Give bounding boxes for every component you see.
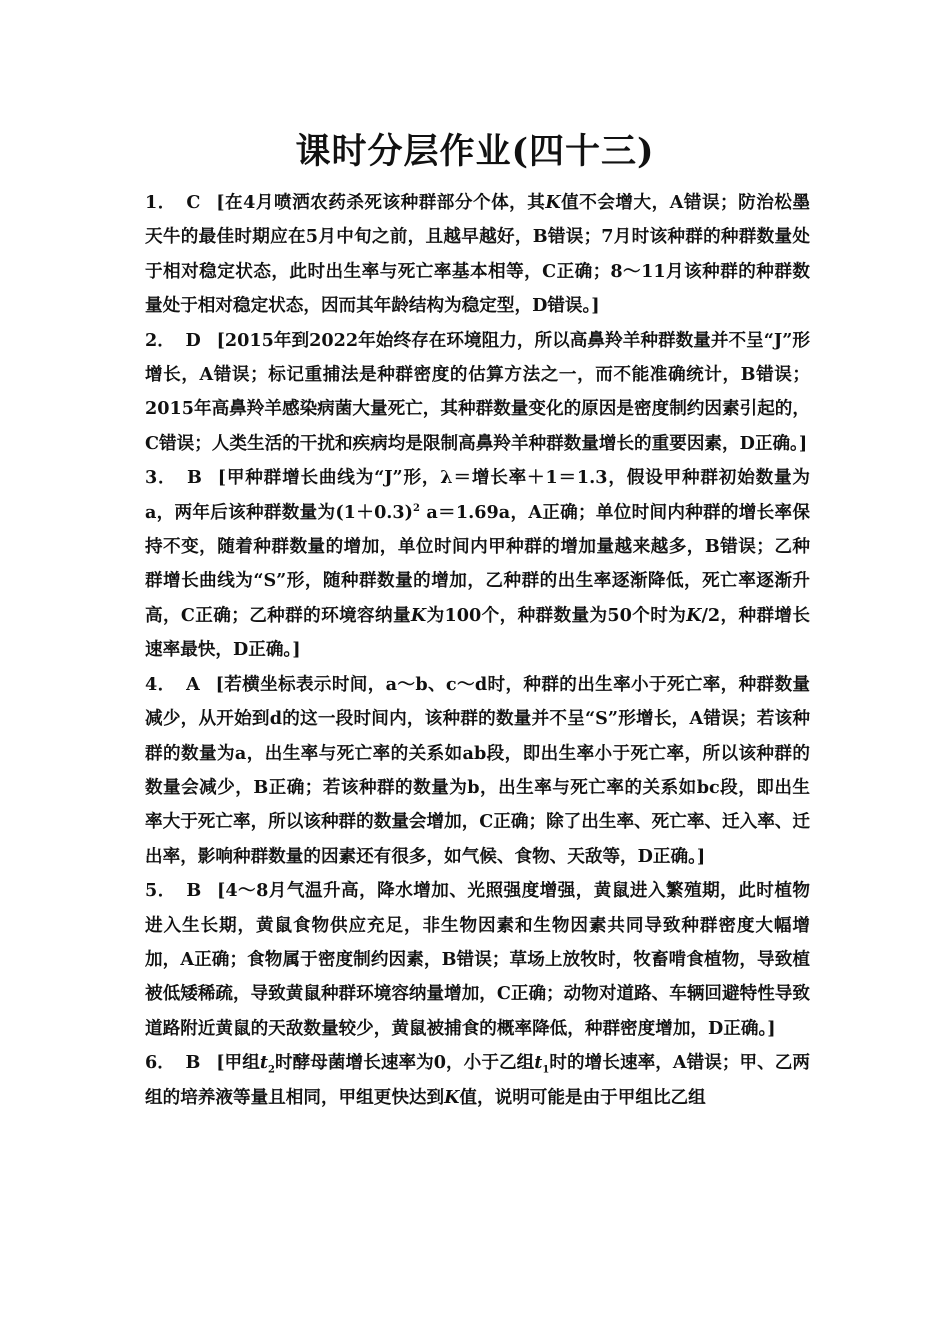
answer-text: 为100个，种群数量为50个时为 [426, 604, 687, 626]
page-title: 课时分层作业(四十三) [295, 131, 655, 172]
answer-text: 2 [267, 1064, 275, 1076]
answer-item [145, 874, 810, 1046]
answer-text: 2 [413, 502, 420, 514]
answer-choice: B [186, 880, 202, 902]
answer-text: K [410, 604, 427, 626]
answer-text: K [545, 192, 561, 213]
answer-text: 时酵母菌增长速率为0，小于乙组 [274, 1052, 535, 1074]
answer-number: 3． [145, 467, 177, 489]
answer-item [145, 668, 810, 874]
answer-text: K [444, 1086, 460, 1108]
answer-choice: B [187, 467, 202, 489]
answer-text: [甲种群增长曲线为“J”形，λ＝增长率＋1＝1.3，假设甲种群初始数量为 a，两年后该种群数量为(1＋0.3) [145, 467, 811, 523]
answer-text: [若横坐标表示时间，a～b、c～d时，种群的出生率小于死亡率，种群数量减少，从开始到d的这一段时间内，该种群的数量并不呈“S”形增长，A错误；若该种群的数量为a，出生率与死亡率的关系如ab段，即出生率小于死亡率，所以该种群的数量会减少，B正确；若该种群的数量为b，出生率与死亡率的关系如bc段，即出生率大于死亡率，所以该种群的数量会增加，C正确；除了出生率、死亡率、迁入率、迁出率，影响种群数量的因素还有很多，如气候、食物、天敌等，D正确。] [145, 673, 811, 867]
answer-item [145, 186, 810, 324]
answer-item [145, 324, 810, 462]
answer-number: 6． [145, 1052, 175, 1074]
answer-text: t [259, 1052, 268, 1074]
answer-choice: A [186, 673, 200, 695]
answer-text: 值，说明可能是由于甲组比乙组 [459, 1086, 706, 1108]
answer-choice: B [185, 1052, 201, 1074]
answer-text: [4～8月气温升高，降水增加、光照强度增强，黄鼠进入繁殖期，此时植物进入生长期，黄鼠食物供应充足，非生物因素和生物因素共同导致种群密度大幅增加，A正确；食物属于密度制约因素，B错误；草场上放牧时，牧畜啃食植物，导致植被低矮稀疏，导致黄鼠种群环境容纳量增加，C正确；动物对道路、车辆回避特性导致道路附近黄鼠的天敌数量较少，黄鼠被捕食的概率降低，种群密度增加，D正确。] [145, 880, 810, 1039]
answer-text: /2，种群增长速率最快，D正确。] [145, 604, 810, 661]
answer-text: 时的增长速率，A错误；甲、乙两组的培养液等量且相同，甲组更快达到 [145, 1052, 811, 1108]
answer-text: 值不会增大，A错误；防治松墨天牛的最佳时期应在5月中旬之前，且越早越好，B错误；7月时该种群的种群数量处于相对稳定状态，此时出生率与死亡率基本相等，C正确；8～11月该种群的种群数量处于相对稳定状态，因而其年龄结构为稳定型，D错误。] [145, 192, 810, 317]
answer-text: 1 [542, 1064, 550, 1076]
answer-number: 5． [145, 880, 176, 902]
answer-text: [2015年到2022年始终存在环境阻力，所以高鼻羚羊种群数量并不呈“J”形增长，A错误；标记重捕法是种群密度的估算方法之一，而不能准确统计，B错误；2015年高鼻羚羊感染病菌大量死亡，其种群数量变化的原因是密度制约因素引起的，C错误；人类生活的干扰和疾病均是限制高鼻羚羊种群数量增长的重要因素，D正确。] [145, 329, 810, 454]
answer-text: t [534, 1052, 543, 1074]
answer-item [145, 1046, 810, 1115]
answer-list [145, 186, 810, 1115]
answer-choice: D [185, 329, 201, 351]
answer-number: 1． [145, 192, 176, 213]
answer-text: a＝1.69a，A正确；单位时间内种群的增长率保持不变，随着种群数量的增加，单位时间内甲种群的增加量越来越多，B错误；乙种群增长曲线为“S”形，随种群数量的增加，乙种群的出生率逐渐降低，死亡率逐渐升高，C正确；乙种群的环境容纳量 [145, 501, 810, 626]
answer-text: K [686, 604, 702, 626]
answer-choice: C [186, 192, 201, 213]
answer-text: [甲组 [216, 1052, 260, 1074]
answer-number: 2． [145, 329, 175, 351]
answer-text: [在4月喷洒农药杀死该种群部分个体，其 [216, 192, 546, 213]
answer-item [145, 461, 810, 667]
answer-number: 4． [145, 673, 176, 695]
